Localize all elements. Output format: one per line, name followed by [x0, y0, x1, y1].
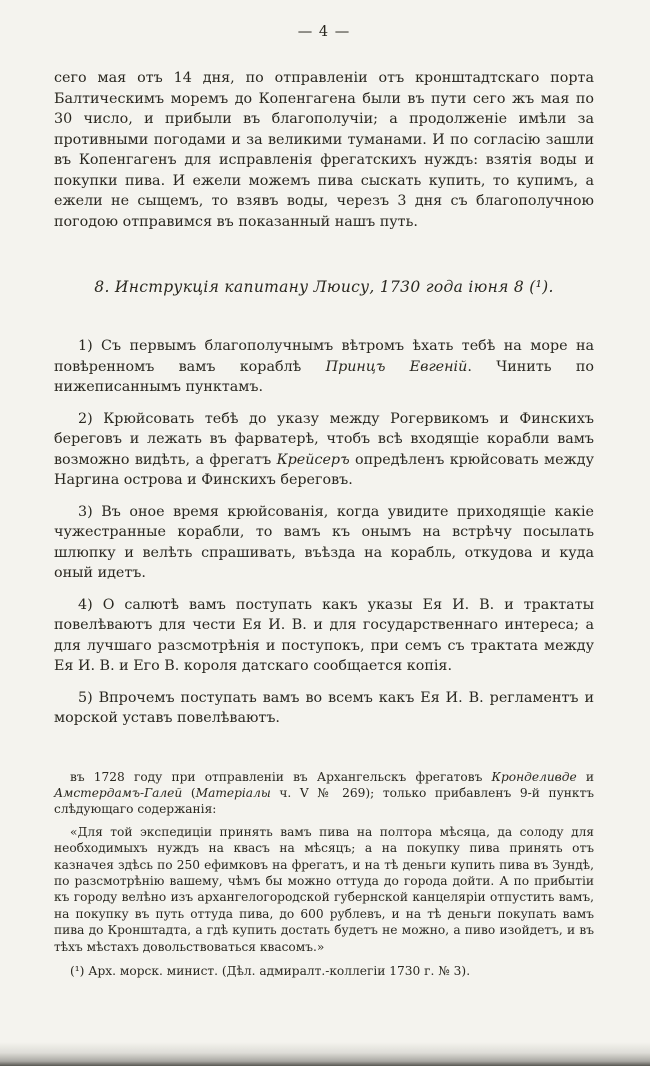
page-number: — 4 — — [297, 24, 351, 40]
instruction-item-5: 5) Впрочемъ поступать вамъ во всемъ какъ Ея И. В. регламентъ и морской уставъ повелѣваютъ. — [54, 689, 594, 726]
instruction-item-1: 1) Съ первымъ благополучнымъ вѣтромъ ѣхать тебѣ на море на повѣренномъ вамъ кораблѣ Принцъ Евгеній. Чинить по нижеписаннымъ пунктамъ. — [54, 338, 594, 395]
continuation-paragraph: сего мая отъ 14 дня, по отправленіи отъ кронштадтскаго порта Балтическимъ моремъ до Копенгагена были въ пути сего жъ мая по 30 число, и прибыли въ благополучіи; а продолженіе имѣли за противными погодами и за великими туманами. И по согласію зашли въ Копенгагенъ для исправленія фрегатскихъ нуждъ: взятія воды и покупки пива. И ежели можемъ пива сыскать купить, то купимъ, а ежели не сыщемъ, то взявъ воды, черезъ 3 дня съ благополучною погодою отправимся въ показанный нашъ путь. — [54, 70, 594, 230]
footnote-quote: «Для той экспедиціи принять вамъ пива на полтора мѣсяца, да солоду для необходимыхъ нуждъ на квасъ на мѣсяцъ; а на покупку пива принять отъ казначея здѣсь по 250 ефимковъ на фрегатъ, и на тѣ деньги купить пива въ Зундѣ, по разсмотрѣнію вашему, чѣмъ бы можно оттуда до города дойти. А по прибытіи къ городу велѣно изъ архангелогородской губернской канцеляріи отпустить вамъ, на покупку въ путь оттуда пива, до 600 рублевъ, и на тѣ деньги покупать вамъ пива до Кронштадта, а гдѣ купить достать будетъ не можно, а пиво изойдетъ, и въ тѣхъ мѣстахъ довольствоваться квасомъ.» — [54, 824, 594, 954]
footnote-source: (¹) Арх. морск. минист. (Дѣл. адмиралт.-коллегіи 1730 г. № 3). — [70, 963, 471, 978]
instruction-item-3: 3) Въ оное время крюйсованія, когда увидите приходящіе какіе чужестранные корабли, то вамъ къ онымъ на встрѣчу посылать шлюпку и велѣть спрашивать, въѣзда на корабль, откудова и куда оный идетъ. — [54, 503, 594, 581]
footnote-paragraph: въ 1728 году при отправленіи въ Архангельскъ фрегатовъ Кронделивде и Амстердамъ-Галей (Матеріалы ч. V № 269); только прибавленъ 9-й пунктъ слѣдующаго содержанія: — [54, 769, 594, 817]
section-heading: 8. Инструкція капитану Люису, 1730 года іюня 8 (¹). — [94, 278, 554, 296]
footnote-block — [54, 769, 594, 980]
instruction-item-2: 2) Крюйсовать тебѣ до указу между Рогервикомъ и Финскихъ береговъ и лежать въ фарватерѣ, чтобъ всѣ входящіе корабли вамъ возможно видѣть, а фрегатъ Крейсеръ опредѣленъ крюйсовать между Наргина острова и Финскихъ береговъ. — [54, 410, 594, 488]
instruction-item-4: 4) О салютѣ вамъ поступать какъ указы Ея И. В. и трактаты повелѣваютъ для чести Ея И. В. и для государственнаго интереса; а для лучшаго разсмотрѣнія и поступокъ, при семъ съ трактата между Ея И. В. и Его В. короля датскаго сообщается копія. — [54, 596, 594, 674]
page-bottom-scan-edge — [0, 1042, 650, 1066]
